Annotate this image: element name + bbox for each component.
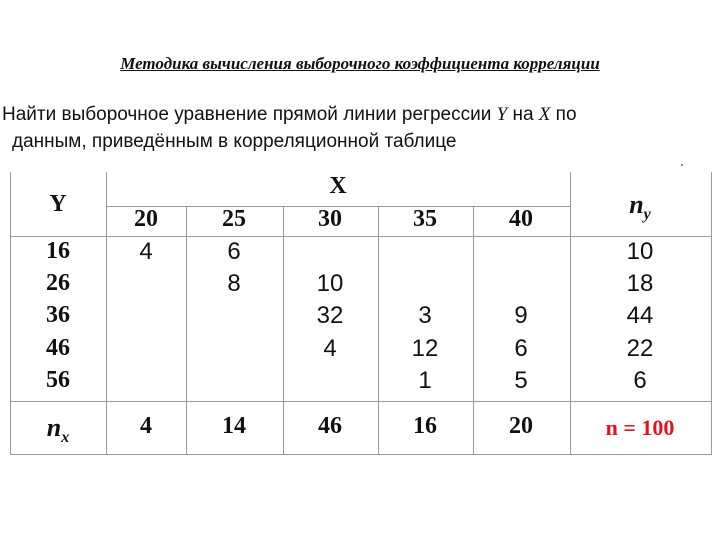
nx-value: 4 [140,413,152,439]
x-value-35: 35 [413,206,437,232]
grid-line [10,454,711,455]
table-cell: 6 [514,335,528,362]
x-value-25: 25 [222,206,246,232]
table-cell: 5 [514,367,528,394]
y-header: Y [49,191,67,217]
nx-value: 14 [222,413,246,439]
ny-value: 10 [626,238,654,265]
nx-header: $n_x$ [46,413,70,447]
table-cell: 9 [514,302,528,329]
grid-line [473,206,474,455]
table-cell: 12 [411,335,439,362]
y-value-26: 26 [46,270,70,296]
ny-value: 18 [626,270,654,297]
grid-line [10,401,711,402]
nx-value: 46 [318,413,342,439]
table-cell: 1 [418,367,432,394]
grid-line [186,206,187,455]
table-cell: 32 [316,302,344,329]
y-value-56: 56 [46,367,70,393]
grid-line [283,206,284,455]
grid-line [570,172,571,455]
table-cell: 10 [316,270,344,297]
task-line2: данным, приведённым в корреляционной таблице [12,131,457,152]
x-header: X [329,173,347,199]
nx-value: 20 [509,413,533,439]
grid-line [106,172,107,455]
table-cell: 4 [139,238,153,265]
task-line1: Найти выборочное уравнение прямой линии регрессии Y на X по [2,104,577,125]
table-cell: 3 [418,302,432,329]
y-value-46: 46 [46,335,70,361]
page-title: Методика вычисления выборочного коэффициента корреляции [120,54,600,73]
n-total: n = 100 [605,415,675,440]
ny-value: 44 [626,302,654,329]
grid-line [10,172,11,455]
grid-line [378,206,379,455]
table-cell: 6 [227,238,241,265]
table-cell: 8 [227,270,241,297]
x-value-40: 40 [509,206,533,232]
ny-header: $n_y$ [629,190,651,224]
table-cell: 4 [323,335,337,362]
ny-value: 22 [626,335,654,362]
y-value-16: 16 [46,238,70,264]
grid-line [10,236,711,237]
x-value-30: 30 [318,206,342,232]
y-value-36: 36 [46,302,70,328]
grid-line [711,172,712,455]
ny-value: 6 [633,367,647,394]
x-value-20: 20 [134,206,158,232]
nx-value: 16 [413,413,437,439]
